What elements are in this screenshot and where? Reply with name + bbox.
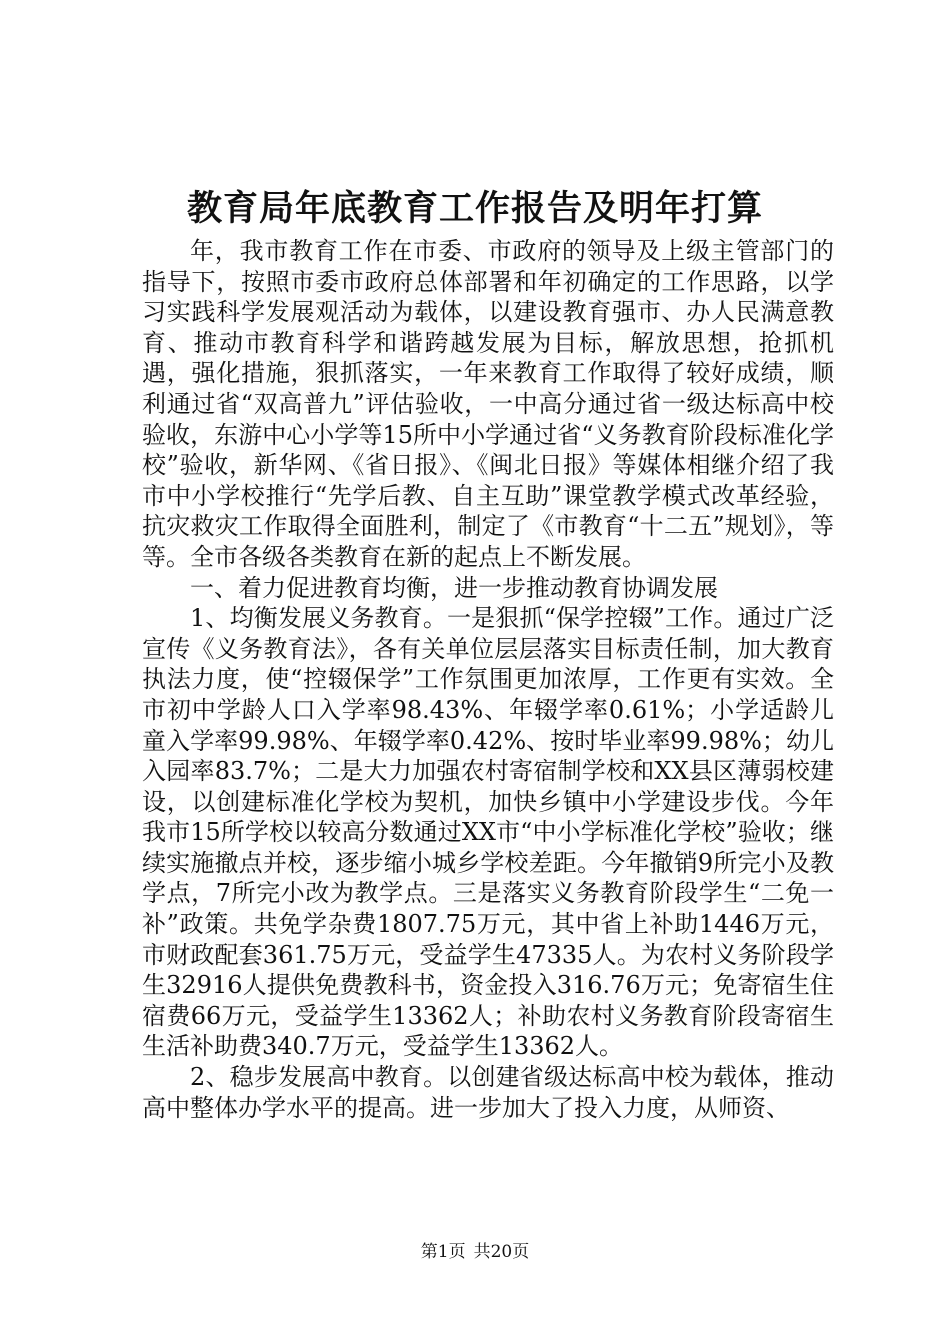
document-title: 教育局年底教育工作报告及明年打算 (186, 188, 763, 229)
paragraph-compulsory-education: 1、均衡发展义务教育。一是狠抓“保学控辍”工作。通过广泛宣传《义务教育法》，各有关单位层层落实目标责任制，加大教育执法力度，使“控辍保学”工作氛围更加浓厚，工作更有实效。全市初中学龄人口入学率98.43%、年辍学率0.61%；小学适龄儿童入学率99.98%、年辍学率0.42%、按时毕业率99.98%；幼儿入园率83.7%；二是大力加强农村寄宿制学校和XX县区薄弱校建设，以创建标准化学校为契机，加快乡镇中小学建设步伐。今年我市15所学校以较高分数通过XX市“中小学标准化学校”验收；继续实施撤点并校，逐步缩小城乡学校差距。今年撤销9所完小及教学点，7所完小改为教学点。三是落实义务教育阶段学生“二免一补”政策。共免学杂费1807.75万元，其中省上补助1446万元，市财政配套361.75万元，受益学生47335人。为农村义务阶段学生32916人提供免费教科书，资金投入316.76万元；免寄宿生住宿费66万元，受益学生13362人；补助农村义务教育阶段寄宿生生活补助费340.7万元，受益学生13362人。 (142, 604, 834, 1061)
document-body (142, 236, 834, 1123)
page-number: 第1页 (420, 1242, 466, 1262)
paragraph-intro: 年，我市教育工作在市委、市政府的领导及上级主管部门的指导下，按照市委市政府总体部署和年初确定的工作思路，以学习实践科学发展观活动为载体，以建设教育强市、办人民满意教育、推动市教育科学和谐跨越发展为目标，解放思想，抢抓机遇，强化措施，狠抓落实，一年来教育工作取得了较好成绩，顺利通过省“双高普九”评估验收，一中高分通过省一级达标高中校验收，东游中心小学等15所中小学通过省“义务教育阶段标准化学校”验收，新华网、《省日报》、《闽北日报》等媒体相继介绍了我市中小学校推行“先学后教、自主互助”课堂教学模式改革经验，抗灾救灾工作取得全面胜利，制定了《市教育“十二五”规划》，等等。全市各级各类教育在新的起点上不断发展。 (142, 237, 834, 571)
page-footer (0, 1240, 950, 1264)
page-total: 共20页 (473, 1242, 530, 1262)
section-heading-1: 一、着力促进教育均衡，进一步推动教育协调发展 (190, 573, 718, 602)
paragraph-high-school-education: 2、稳步发展高中教育。以创建省级达标高中校为载体，推动高中整体办学水平的提高。进一步加大了投入力度，从师资、 (142, 1063, 834, 1122)
